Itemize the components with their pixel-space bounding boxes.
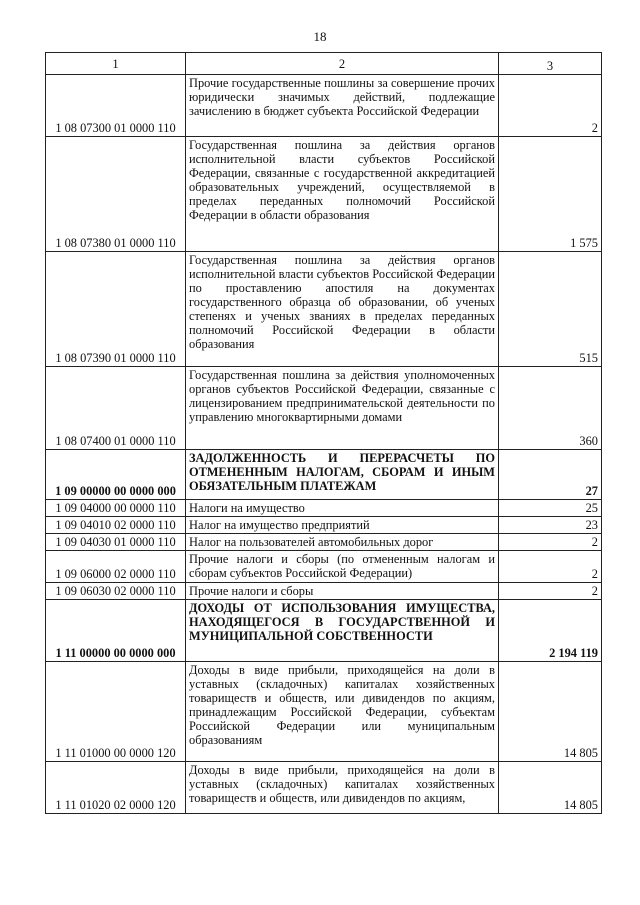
row-name: Доходы в виде прибыли, приходящейся на доли в уставных (складочных) капиталах хозяйственных товариществ и обществ, или дивидендов по акциям, [186,762,499,814]
table-row [46,137,602,252]
row-name: Налоги на имущество [186,500,499,517]
row-code: 1 09 04030 01 0000 110 [46,534,186,551]
row-name: Государственная пошлина за действия органов исполнительной власти субъектов Российской Федерации по проставлению апостиля на документах государственного образца об образовании, об ученых степенях и ученых званиях в пределах переданных полномочий Российской Федерации в области образования [186,252,499,367]
row-value: 14 805 [499,662,602,762]
row-name: Прочие государственные пошлины за совершение прочих юридически значимых действий, подлежащие зачислению в бюджет субъекта Российской Федерации [186,75,499,137]
row-name: ДОХОДЫ ОТ ИСПОЛЬЗОВАНИЯ ИМУЩЕСТВА, НАХОДЯЩЕГОСЯ В ГОСУДАРСТВЕННОЙ И МУНИЦИПАЛЬНОЙ СОБСТВЕННОСТИ [186,600,499,662]
revenue-table [45,52,602,814]
row-code: 1 09 06030 02 0000 110 [46,583,186,600]
row-value: 27 [499,450,602,500]
row-value: 2 194 119 [499,600,602,662]
row-code: 1 08 07300 01 0000 110 [46,75,186,137]
row-code: 1 09 00000 00 0000 000 [46,450,186,500]
table-row [46,367,602,450]
row-code: 1 08 07380 01 0000 110 [46,137,186,252]
row-code: 1 08 07390 01 0000 110 [46,252,186,367]
row-value: 1 575 [499,137,602,252]
row-name: Государственная пошлина за действия уполномоченных органов субъектов Российской Федерации, связанные с лицензированием предпринимательской деятельности по управлению многоквартирными домами [186,367,499,450]
row-value: 23 [499,517,602,534]
row-code: 1 09 04000 00 0000 110 [46,500,186,517]
row-value: 360 [499,367,602,450]
table-row [46,517,602,534]
row-code: 1 09 04010 02 0000 110 [46,517,186,534]
row-value: 2 [499,75,602,137]
row-value: 14 805 [499,762,602,814]
row-code: 1 11 01020 02 0000 120 [46,762,186,814]
row-name: Налог на имущество предприятий [186,517,499,534]
table-row [46,762,602,814]
table-row [46,534,602,551]
column-header-code: 1 [46,53,186,75]
table-row [46,583,602,600]
row-code: 1 11 01000 00 0000 120 [46,662,186,762]
table-row [46,252,602,367]
row-name: Государственная пошлина за действия органов исполнительной власти субъектов Российской Федерации, связанные с государственной аккредитацией образовательных учреждений, осуществляемой в пределах переданных полномочий Российской Федерации в области образования [186,137,499,252]
row-name: Прочие налоги и сборы (по отмененным налогам и сборам субъектов Российской Федерации) [186,551,499,583]
row-value: 2 [499,583,602,600]
table-row-section [46,450,602,500]
table-row-section [46,600,602,662]
row-name: ЗАДОЛЖЕННОСТЬ И ПЕРЕРАСЧЕТЫ ПО ОТМЕНЕННЫМ НАЛОГАМ, СБОРАМ И ИНЫМ ОБЯЗАТЕЛЬНЫМ ПЛАТЕЖАМ [186,450,499,500]
column-header-name: 2 [186,53,499,75]
row-name: Налог на пользователей автомобильных дорог [186,534,499,551]
table-row [46,662,602,762]
table-header-row [46,53,602,75]
row-name: Прочие налоги и сборы [186,583,499,600]
row-name: Доходы в виде прибыли, приходящейся на доли в уставных (складочных) капиталах хозяйственных товариществ и обществ, или дивидендов по акциям, принадлежащим Российской Федерации, субъектам Российской Федерации или муниципальным образованиям [186,662,499,762]
row-value: 2 [499,551,602,583]
row-value: 515 [499,252,602,367]
column-header-value: 3 [499,53,602,75]
row-code: 1 11 00000 00 0000 000 [46,600,186,662]
page-number: 18 [313,29,327,44]
row-code: 1 09 06000 02 0000 110 [46,551,186,583]
table-row [46,75,602,137]
row-code: 1 08 07400 01 0000 110 [46,367,186,450]
row-value: 25 [499,500,602,517]
table-row [46,500,602,517]
row-value: 2 [499,534,602,551]
table-row [46,551,602,583]
